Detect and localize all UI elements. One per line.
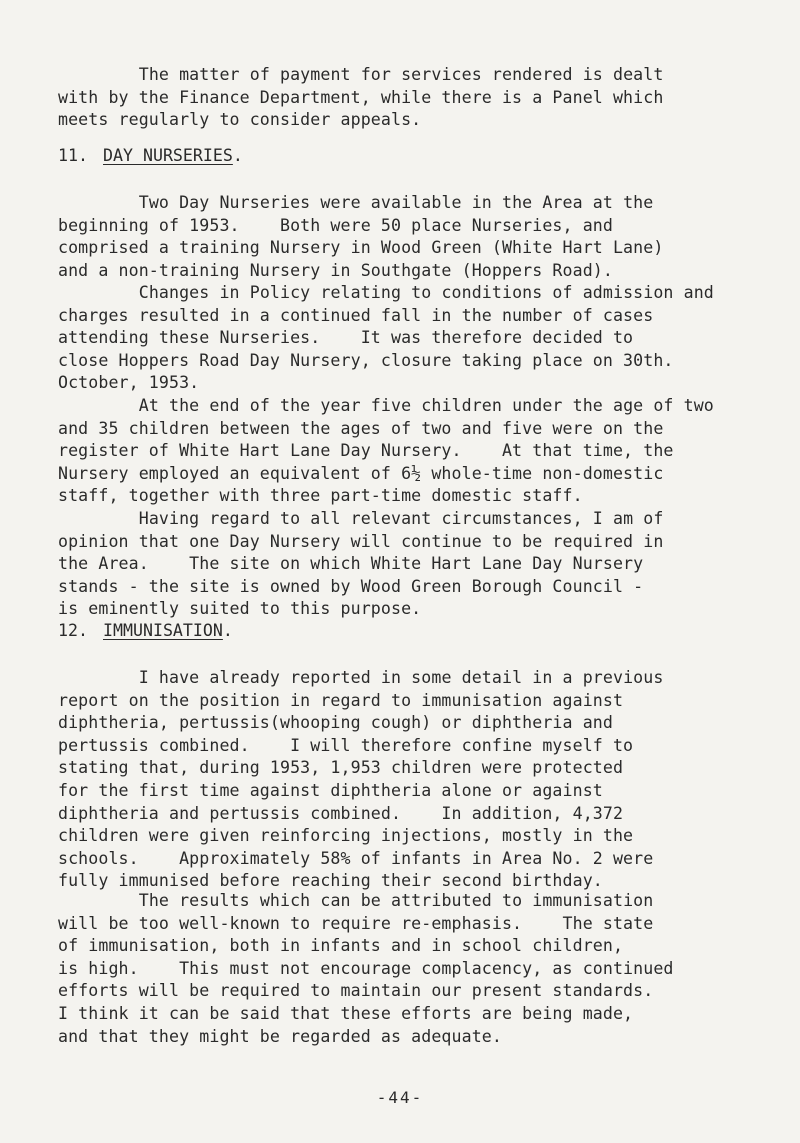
section-title: IMMUNISATION xyxy=(103,621,223,640)
section-number: 11. xyxy=(58,146,88,165)
section-heading-day-nurseries xyxy=(58,145,243,167)
paragraph-policy-changes: Changes in Policy relating to conditions of admission and charges resulted in a continued fall in the number of cases attending these Nurseries. It was therefore decided to close Hoppers Road Day Nursery, closure taking place on 30th. October, 1953. xyxy=(58,283,714,393)
paragraph-immunisation-results: The results which can be attributed to immunisation will be too well-known to require re-emphasis. The state of immunisation, both in infants and in school children, is high. This must not encourage complacency, as continued efforts will be required to maintain our present standards. I think it can be said that these efforts are being made, and that they might be regarded as adequate. xyxy=(58,891,674,1046)
section-number: 12. xyxy=(58,621,88,640)
section-title-period: . xyxy=(232,146,243,165)
section-title-period: . xyxy=(222,621,233,640)
paragraph-finance-appeals: The matter of payment for services rendered is dealt with by the Finance Department, while there is a Panel which meets regularly to consider appeals. xyxy=(58,65,664,130)
paragraph-year-end-register: At the end of the year five children under the age of two and 35 children between the ages of two and five were on the register of White Hart Lane Day Nursery. At that time, the Nursery employed an equivalent of 6½ whole-time non-domestic staff, together with three part-time domestic staff. xyxy=(58,396,714,506)
paragraph-immunisation-report: I have already reported in some detail in a previous report on the position in regard to immunisation against diphtheria, pertussis(whooping cough) or diphtheria and pertussis combined. I will therefore confine myself to stating that, during 1953, 1,953 children were protected for the first time against diphtheria alone or against diphtheria and pertussis combined. In addition, 4,372 children were given reinforcing injections, mostly in the schools. Approximately 58% of infants in Area No. 2 were fully immunised before reaching their second birthday. xyxy=(58,668,664,891)
section-title: DAY NURSERIES xyxy=(103,146,233,165)
paragraph-two-day-nurseries: Two Day Nurseries were available in the Area at the beginning of 1953. Both were 50 place Nurseries, and comprised a training Nursery in Wood Green (White Hart Lane) and a non-training Nursery in Southgate (Hoppers Road). xyxy=(58,193,664,280)
section-heading-immunisation xyxy=(58,620,233,642)
page-number: -44- xyxy=(376,1088,424,1107)
paragraph-opinion-nursery: Having regard to all relevant circumstances, I am of opinion that one Day Nursery will continue to be required in the Area. The site on which White Hart Lane Day Nursery stands - the site is owned by Wood Green Borough Council - is eminently suited to this purpose. xyxy=(58,509,664,619)
